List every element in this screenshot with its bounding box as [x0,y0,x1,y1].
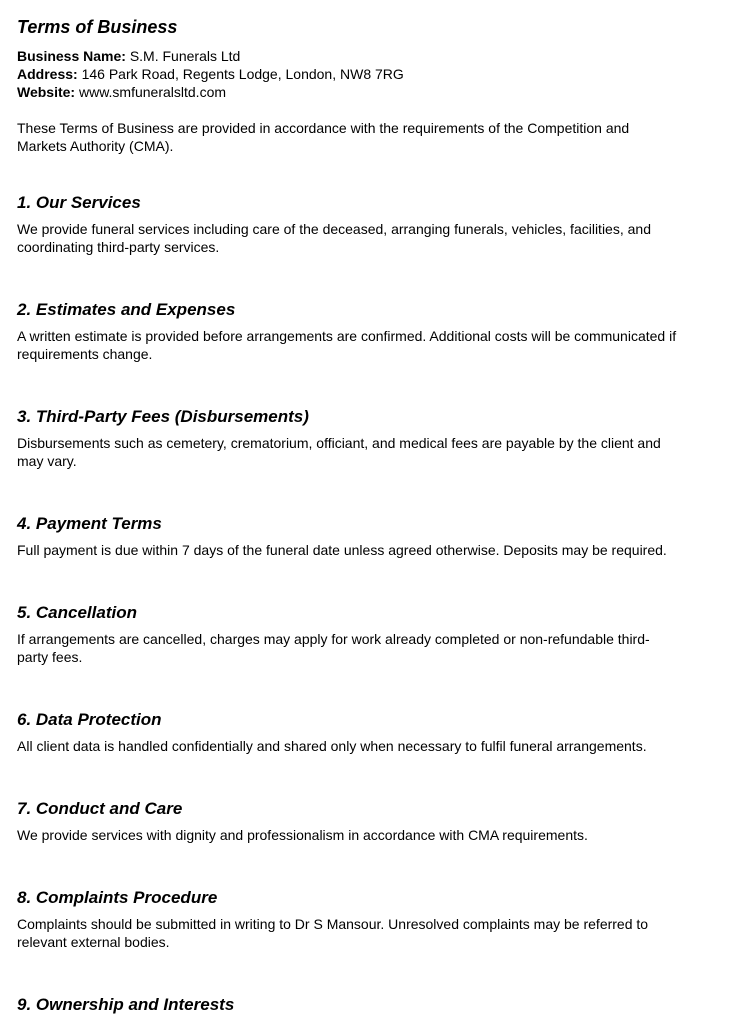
section-body: We provide funeral services including care of the deceased, arranging funerals, vehicles, facilities, and coordinating third-party services. [17,221,651,255]
section-body: All client data is handled confidentially and shared only when necessary to fulfil funeral arrangements. [17,738,647,754]
website-value: www.smfuneralsltd.com [75,84,227,100]
section-heading: 7. Conduct and Care [17,799,183,818]
website-label: Website: [17,84,76,100]
section-third-party-fees [17,405,697,470]
section-body: A written estimate is provided before arrangements are confirmed. Additional costs will be communicated if requirements change. [17,328,677,362]
section-cancellation [17,601,697,666]
section-body: We provide services with dignity and professionalism in accordance with CMA requirements. [17,827,588,843]
section-heading: 4. Payment Terms [17,514,162,533]
section-body: Full payment is due within 7 days of the funeral date unless agreed otherwise. Deposits may be required. [17,542,667,558]
intro-paragraph: These Terms of Business are provided in accordance with the requirements of the Competition and Markets Authority (CMA). [17,120,630,154]
section-payment-terms [17,512,697,559]
section-body: If arrangements are cancelled, charges may apply for work already completed or non-refundable third-party fees. [17,631,650,665]
section-heading: 1. Our Services [17,193,141,212]
business-name-label: Business Name: [17,48,126,64]
section-estimates-and-expenses [17,298,697,363]
section-heading: 3. Third-Party Fees (Disbursements) [17,407,309,426]
business-name-value: S.M. Funerals Ltd [125,48,241,64]
section-heading: 6. Data Protection [17,710,162,729]
section-heading: 9. Ownership and Interests [17,995,235,1014]
section-ownership-and-interests [17,993,697,1017]
section-heading: 5. Cancellation [17,603,137,622]
business-name-line [17,47,697,65]
section-our-services [17,191,697,256]
page-title: Terms of Business [17,17,178,37]
section-body: Disbursements such as cemetery, crematorium, officiant, and medical fees are payable by the client and may vary. [17,435,661,469]
website-line [17,83,697,101]
section-heading: 8. Complaints Procedure [17,888,218,907]
section-complaints-procedure [17,886,697,951]
address-label: Address: [17,66,78,82]
section-heading: 2. Estimates and Expenses [17,300,236,319]
address-value: 146 Park Road, Regents Lodge, London, NW8 7RG [77,66,404,82]
address-line [17,65,697,83]
section-data-protection [17,708,697,755]
business-info [17,47,697,101]
section-conduct-and-care [17,797,697,844]
section-body: Complaints should be submitted in writing to Dr S Mansour. Unresolved complaints may be referred to relevant external bodies. [17,916,649,950]
document-page [17,14,697,1022]
